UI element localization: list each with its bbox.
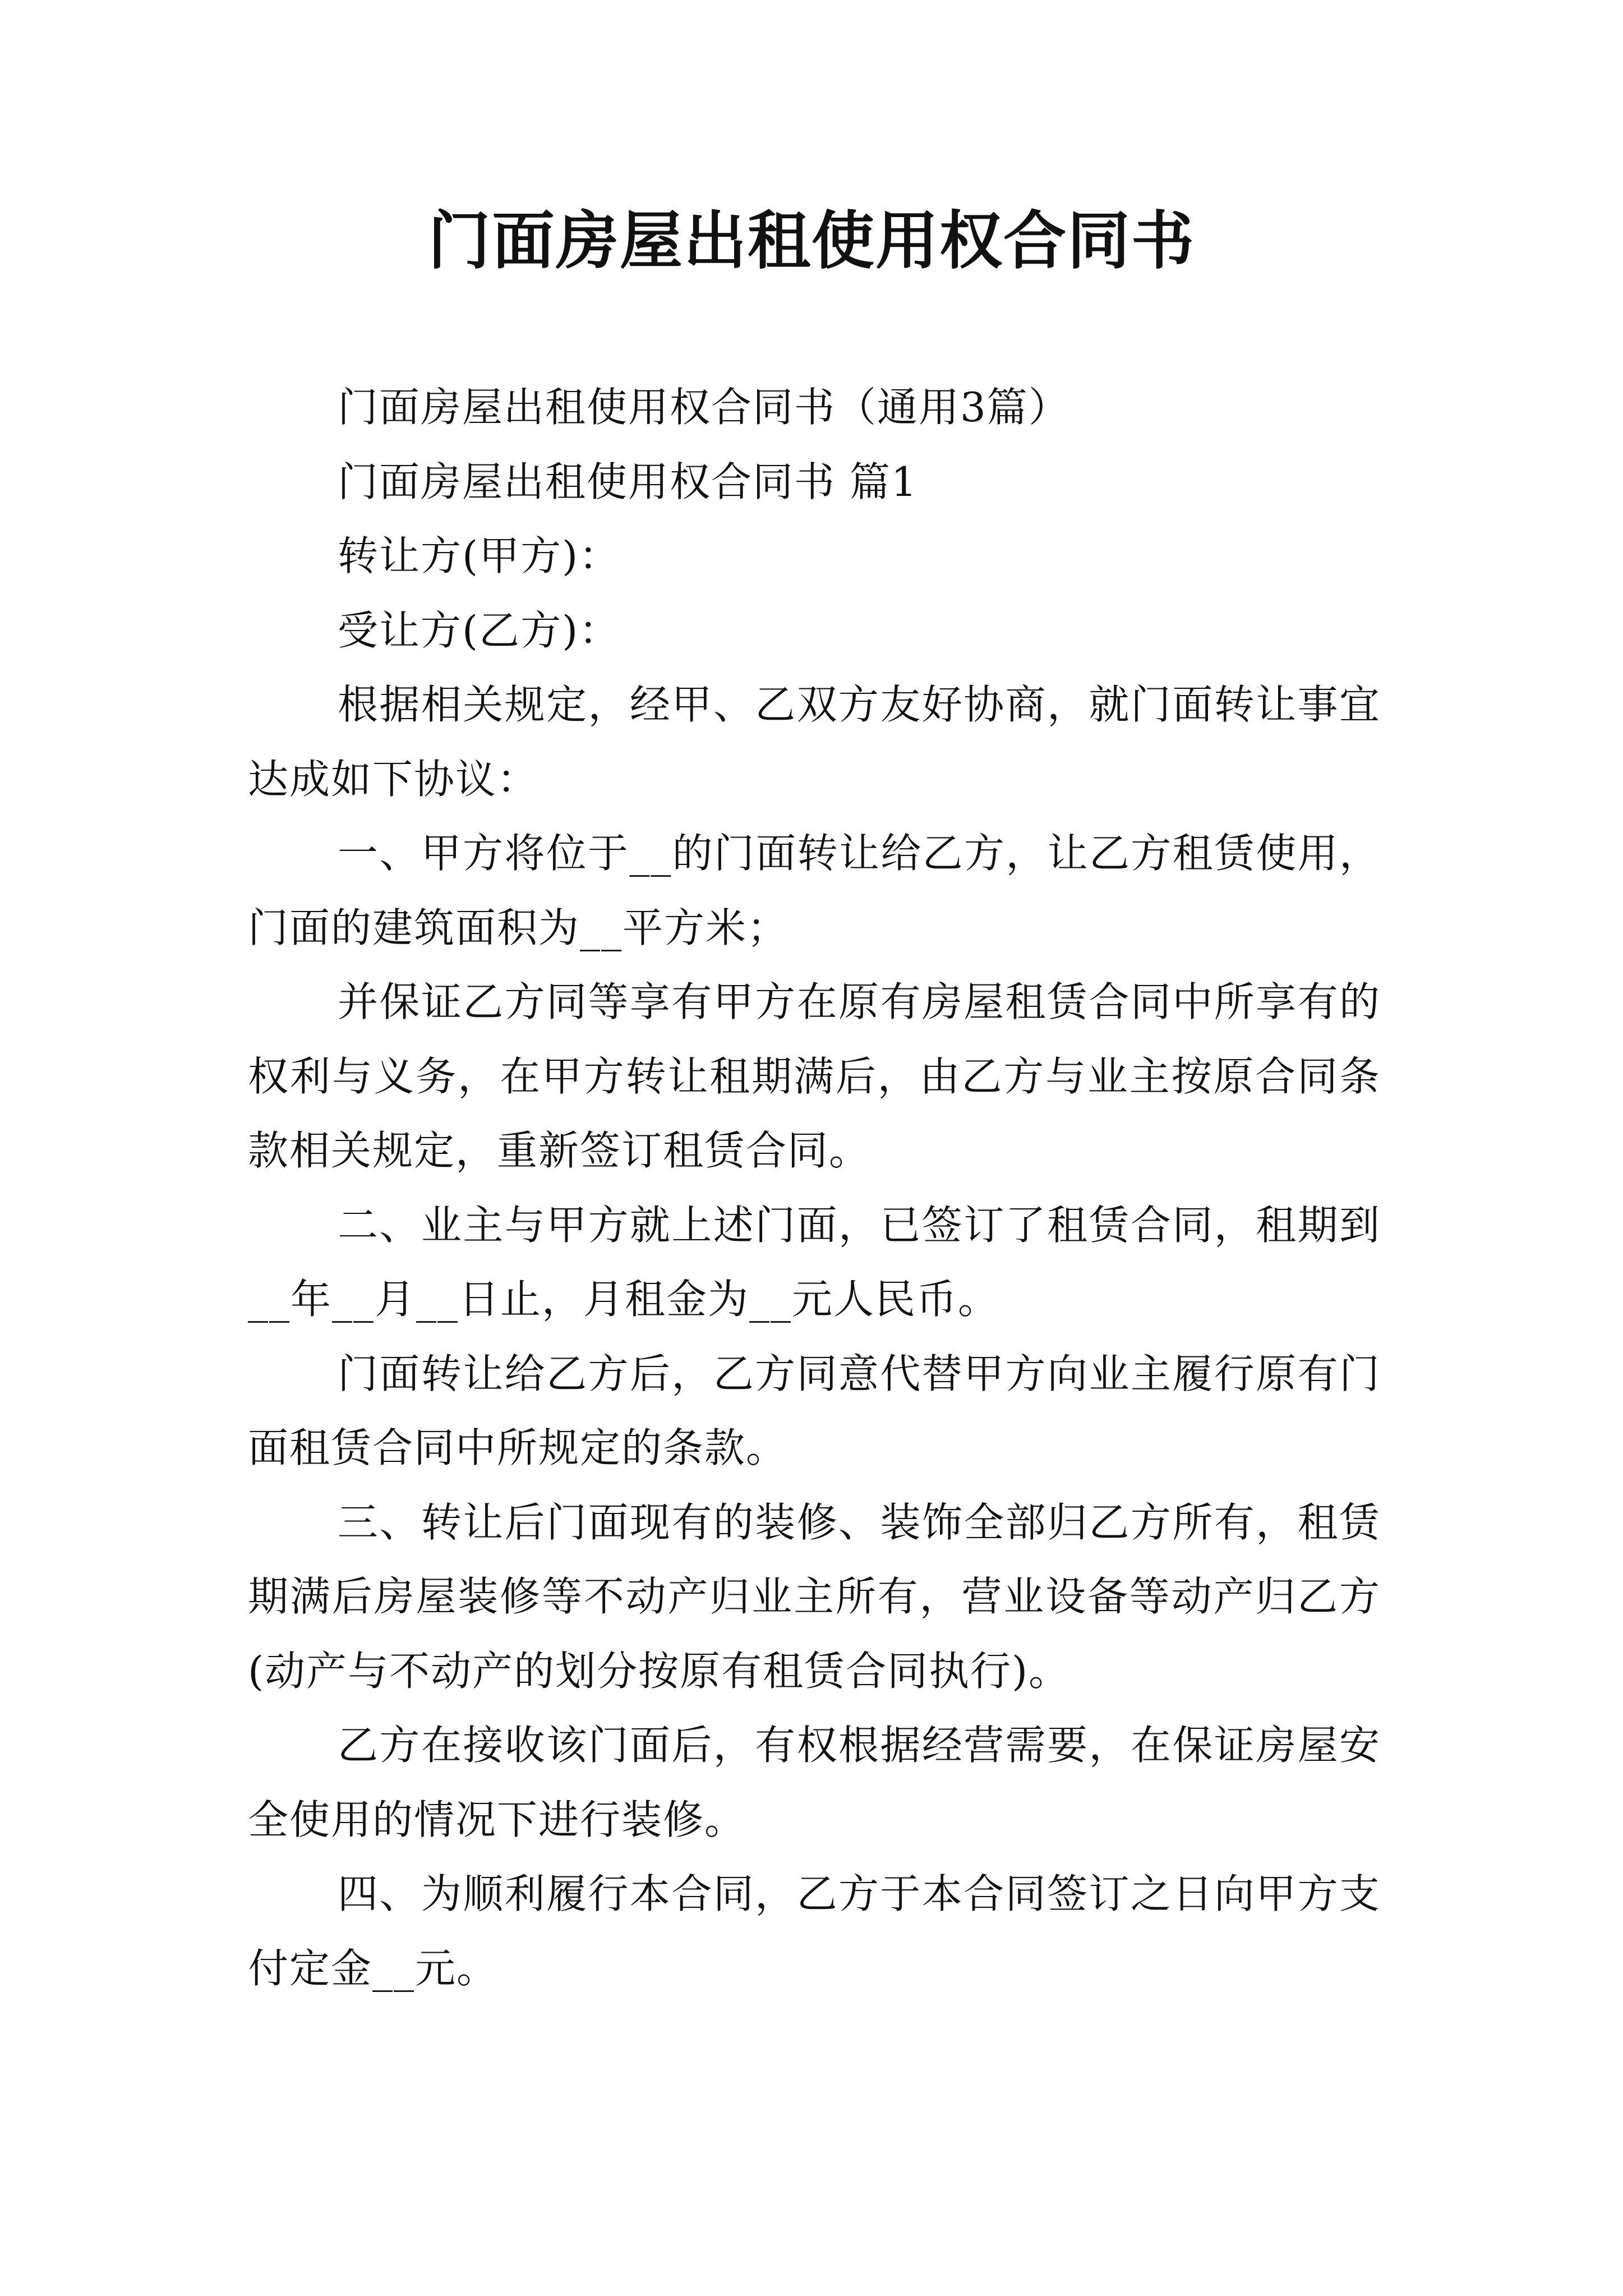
paragraph-clause-1: 一、甲方将位于__的门面转让给乙方，让乙方租赁使用，门面的建筑面积为__平方米； xyxy=(248,830,1381,951)
paragraph-subtitle: 门面房屋出租使用权合同书（通用3篇） xyxy=(338,384,1070,431)
paragraph-clause-2: 二、业主与甲方就上述门面，已签订了租赁合同，租期到__年__月__日止，月租金为__元人民币。 xyxy=(248,1201,1381,1323)
paragraph-clause-1-cont: 并保证乙方同等享有甲方在原有房屋租赁合同中所享有的权利与义务，在甲方转让租期满后，由乙方与业主按原合同条款相关规定，重新签订租赁合同。 xyxy=(248,978,1381,1174)
document-title: 门面房屋出租使用权合同书 xyxy=(428,204,1195,278)
paragraph-preamble: 根据相关规定，经甲、乙双方友好协商，就门面转让事宜达成如下协议： xyxy=(248,681,1381,803)
paragraph-party-a: 转让方(甲方)： xyxy=(338,532,621,579)
paragraph-clause-3-cont: 乙方在接收该门面后，有权根据经营需要，在保证房屋安全使用的情况下进行装修。 xyxy=(248,1722,1381,1843)
paragraph-section-heading: 门面房屋出租使用权合同书 篇1 xyxy=(338,458,918,505)
paragraph-clause-4: 四、为顺利履行本合同，乙方于本合同签订之日向甲方支付定金__元。 xyxy=(248,1870,1381,1992)
paragraph-party-b: 受让方(乙方)： xyxy=(338,606,621,654)
document-body xyxy=(248,370,1381,2005)
paragraph-clause-2-cont: 门面转让给乙方后，乙方同意代替甲方向业主履行原有门面租赁合同中所规定的条款。 xyxy=(248,1350,1381,1471)
paragraph-clause-3: 三、转让后门面现有的装修、装饰全部归乙方所有，租赁期满后房屋装修等不动产归业主所有，营业设备等动产归乙方(动产与不动产的划分按原有租赁合同执行)。 xyxy=(248,1498,1381,1695)
